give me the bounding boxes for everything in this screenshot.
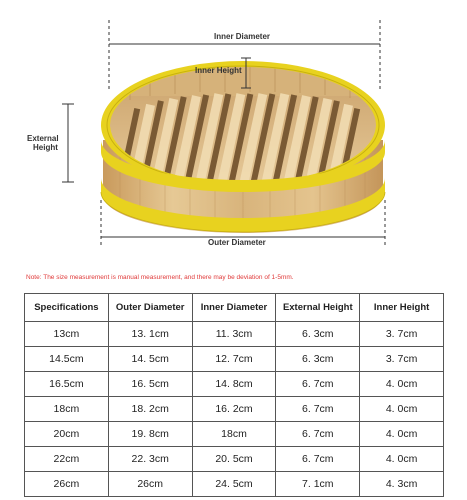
cell-spec: 22cm [25,447,109,472]
table-header-row [25,294,444,322]
cell-external-height: 6. 3cm [276,322,360,347]
table-row [25,422,444,447]
cell-spec: 13cm [25,322,109,347]
cell-outer-diameter: 22. 3cm [108,447,192,472]
cell-inner-diameter: 16. 2cm [192,397,276,422]
header-inner-height: Inner Height [360,294,444,322]
cell-outer-diameter: 26cm [108,472,192,497]
header-inner-diameter: Inner Diameter [192,294,276,322]
cell-inner-height: 4. 0cm [360,397,444,422]
table-row [25,472,444,497]
header-external-height: External Height [276,294,360,322]
cell-outer-diameter: 16. 5cm [108,372,192,397]
outer-diameter-label: Outer Diameter [208,238,266,247]
cell-outer-diameter: 19. 8cm [108,422,192,447]
external-height-label-line1: External [27,134,59,143]
inner-diameter-label: Inner Diameter [214,32,271,41]
cell-external-height: 7. 1cm [276,472,360,497]
cell-spec: 18cm [25,397,109,422]
cell-spec: 20cm [25,422,109,447]
cell-external-height: 6. 7cm [276,422,360,447]
cell-inner-diameter: 18cm [192,422,276,447]
cell-inner-height: 4. 0cm [360,422,444,447]
table-row [25,347,444,372]
cell-external-height: 6. 7cm [276,397,360,422]
cell-external-height: 6. 3cm [276,347,360,372]
cell-spec: 14.5cm [25,347,109,372]
cell-external-height: 6. 7cm [276,372,360,397]
cell-inner-height: 4. 0cm [360,372,444,397]
inner-height-label: Inner Height [195,66,242,75]
cell-inner-height: 3. 7cm [360,322,444,347]
cell-inner-height: 4. 0cm [360,447,444,472]
measurement-note: Note: The size measurement is manual measurement, and there may be deviation of 1-5mm. [26,274,294,281]
cell-inner-diameter: 24. 5cm [192,472,276,497]
cell-inner-height: 4. 3cm [360,472,444,497]
specifications-table [24,293,444,497]
cell-inner-diameter: 20. 5cm [192,447,276,472]
external-height-label-line2: Height [33,143,58,152]
table-row [25,447,444,472]
header-outer-diameter: Outer Diameter [108,294,192,322]
cell-spec: 16.5cm [25,372,109,397]
cell-outer-diameter: 14. 5cm [108,347,192,372]
cell-inner-diameter: 12. 7cm [192,347,276,372]
table-row [25,372,444,397]
cell-inner-diameter: 11. 3cm [192,322,276,347]
cell-inner-diameter: 14. 8cm [192,372,276,397]
table-row [25,397,444,422]
cell-outer-diameter: 13. 1cm [108,322,192,347]
cell-outer-diameter: 18. 2cm [108,397,192,422]
cell-inner-height: 3. 7cm [360,347,444,372]
header-specifications: Specifications [25,294,109,322]
cell-spec: 26cm [25,472,109,497]
cell-external-height: 6. 7cm [276,447,360,472]
table-row [25,322,444,347]
